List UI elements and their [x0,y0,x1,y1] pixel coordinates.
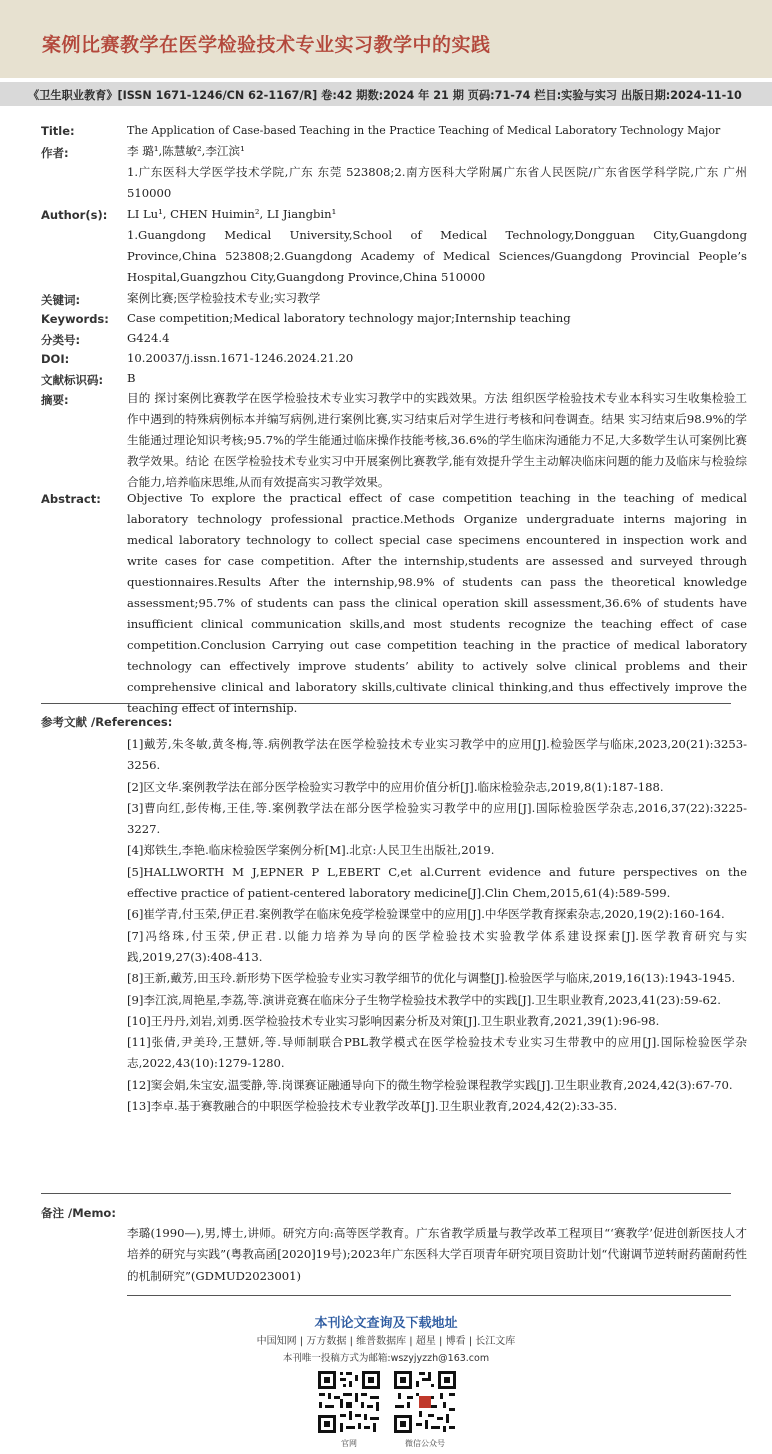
divider-footer [127,1295,731,1296]
footer-title: 本刊论文查询及下载地址 [314,1316,458,1331]
reference-item: [10]王丹丹,刘岩,刘勇.医学检验技术专业实习影响因素分析及对策[J].卫生职业教育,2021,39(1):96-98. [127,1013,660,1028]
reference-item: [2]区文华.案例教学法在部分医学检验实习教学中的应用价值分析[J].临床检验杂志,2019,8(1):187-188. [127,779,664,794]
footer-email: 本刊唯一投稿方式为邮箱:wszyjyzzh@163.com [282,1353,490,1364]
reference-item: [11]张倩,尹美玲,王慧妍,等.导师制联合PBL教学模式在医学检验技术专业实习生带教中的应用[J].国际检验医学杂志,2022,43(10):1279-1280. [127,1035,747,1071]
reference-item: [13]李卓.基于赛教融合的中职医学检验技术专业教学改革[J].卫生职业教育,2024,42(2):33-35. [127,1099,618,1114]
memo-title: 备注 /Memo: [41,1206,116,1220]
authors-cn-label: 作者: [41,146,69,160]
authors-cn-affiliation: 1.广东医科大学医学技术学院,广东 东莞 523808;2.南方医科大学附属广东省人民医院/广东省医学科学院,广东 广州 510000 [127,165,747,200]
reference-item: [5]HALLWORTH M J,EPNER P L,EBERT C,et al.Current evidence and future perspectives on the effective practice of patient-centered laboratory medicine[J].Clin Chem,2015,61(4):589-599. [127,864,747,901]
doc-code: B [127,371,136,385]
references-title: 参考文献 /References: [41,715,173,729]
reference-item: [1]戴芳,朱冬敏,黄冬梅,等.病例教学法在医学检验技术专业实习教学中的应用[J].检验医学与临床,2023,20(21):3253-3256. [127,737,747,773]
abstract-en-label: Abstract: [41,492,101,506]
class-no: G424.4 [127,331,170,345]
reference-item: [7]冯络珠,付玉荣,伊正君.以能力培养为导向的医学检验技术实验教学体系建设探索[J].医学教育研究与实践,2019,27(3):408-413. [127,928,747,964]
keywords-cn-label: 关键词: [41,293,81,307]
qr-wechat-caption: 微信公众号 [405,1439,445,1448]
doc-code-label: 文献标识码: [41,373,104,387]
english-title: The Application of Case-based Teaching in the Practice Teaching of Medical Laboratory Technology Major [127,124,721,137]
qr-code-wechat-icon[interactable] [392,1369,458,1435]
page-title: 案例比赛教学在医学检验技术专业实习教学中的实践 [42,34,491,56]
keywords-en-label: Keywords: [41,312,109,326]
class-no-label: 分类号: [41,333,81,347]
footer-links: 中国知网 | 万方数据 | 维普数据库 | 超星 | 博看 | 长江文库 [256,1336,516,1347]
authors-cn [127,141,747,204]
memo-text: 李璐(1990—),男,博士,讲师。研究方向:高等医学教育。广东省教学质量与教学改革工程项目“‘赛教学’促进创新医技人才培养的研究与实践”(粤教高函[2020]19号);2023年广东医科大学百项青年研究项目资助计划“代谢调节逆转耐药菌耐药性的机制研究”(GDMUD2023001) [127,1226,747,1283]
keywords-cn: 案例比赛;医学检验技术专业;实习教学 [127,291,321,305]
authors-cn-names: 李 璐¹,陈慧敏²,李江滨¹ [127,144,245,158]
divider-memo [41,1193,731,1194]
keywords-en: Case competition;Medical laboratory technology major;Internship teaching [127,311,571,325]
abstract-en: Objective To explore the practical effect of case competition teaching in the teaching of medical laboratory technology professional practice.Methods Organize undergraduate interns majoring in medical laboratory technology to collect special case specimens encountered in inspection work and write cases for case competition. After the internship,students are assessed and surveyed through questionnaires.Results After the internship,98.9% of students can pass the theoretical knowledge assessment;95.7% of students can pass the clinical operation skill assessment,36.6% of students have insufficient clinical communication skills,and most students recognize the teaching effect of case competition.Conclusion Carrying out case competition teaching in the practice of medical laboratory technology can effectively improve students’ ability to actively solve clinical problems and their comprehensive clinical and laboratory skills,cultivate clinical thinking,and thus effectively improve the teaching effect of internship. [127,491,747,715]
abstract-cn: 目的 探讨案例比赛教学在医学检验技术专业实习教学中的实践效果。方法 组织医学检验技术专业本科实习生收集检验工作中遇到的特殊病例标本并编写病例,进行案例比赛,实习结束后对学生进行考核和问卷调查。结果 实习结束后98.9%的学生能通过理论知识考核;95.7%的学生能通过临床操作技能考核,36.6%的学生临床沟通能力不足,大多数学生认可案例比赛教学效果。结论 在医学检验技术专业实习中开展案例比赛教学,能有效提升学生主动解决临床问题的能力及临床与检验综合能力,培养临床思维,从而有效提高实习教学效果。 [127,391,747,489]
doi-label: DOI: [41,352,70,366]
abstract-cn-label: 摘要: [41,393,69,407]
reference-item: [8]王新,戴芳,田玉玲.新形势下医学检验专业实习教学细节的优化与调整[J].检验医学与临床,2019,16(13):1943-1945. [127,971,736,986]
reference-item: [12]窦会娟,朱宝安,温雯静,等.岗课赛证融通导向下的微生物学检验课程教学实践[J].卫生职业教育,2024,42(3):67-70. [127,1077,733,1092]
authors-en-names: LI Lu¹, CHEN Huimin², LI Jiangbin¹ [127,207,337,221]
authors-en-affiliation: 1.Guangdong Medical University,School of Medical Technology,Dongguan City,Guangdong Province,China 523808;2.Guangdong Academy of Medical Sciences/Guangdong Provincial People’s Hospital,Guangzhou City,Guangdong Province,China 510000 [127,228,747,284]
reference-item: [9]李江滨,周艳星,李荔,等.演讲竞赛在临床分子生物学检验技术教学中的实践[J].卫生职业教育,2023,41(23):59-62. [127,992,721,1007]
qr-website-caption: 官网 [341,1439,357,1448]
divider-refs [41,703,731,704]
title-label: Title: [41,124,75,138]
references-list [127,734,747,1117]
meta-line: 《卫生职业教育》[ISSN 1671-1246/CN 62-1167/R] 卷:42 期数:2024 年 21 期 页码:71-74 栏目:实验与实习 出版日期:2024-11-10 [28,89,742,102]
authors-en [127,204,747,288]
qr-code-website-icon[interactable] [316,1369,382,1435]
doi: 10.20037/j.issn.1671-1246.2024.21.20 [127,351,354,365]
authors-en-label: Author(s): [41,208,108,222]
reference-item: [3]曹向红,彭传梅,王佳,等.案例教学法在部分医学检验实习教学中的应用[J].国际检验医学杂志,2016,37(22):3225-3227. [127,800,747,837]
reference-item: [6]崔学青,付玉荣,伊正君.案例教学在临床免疫学检验课堂中的应用[J].中华医学教育探索杂志,2020,19(2):160-164. [127,907,725,922]
reference-item: [4]郑铁生,李艳.临床检验医学案例分析[M].北京:人民卫生出版社,2019. [127,843,495,858]
